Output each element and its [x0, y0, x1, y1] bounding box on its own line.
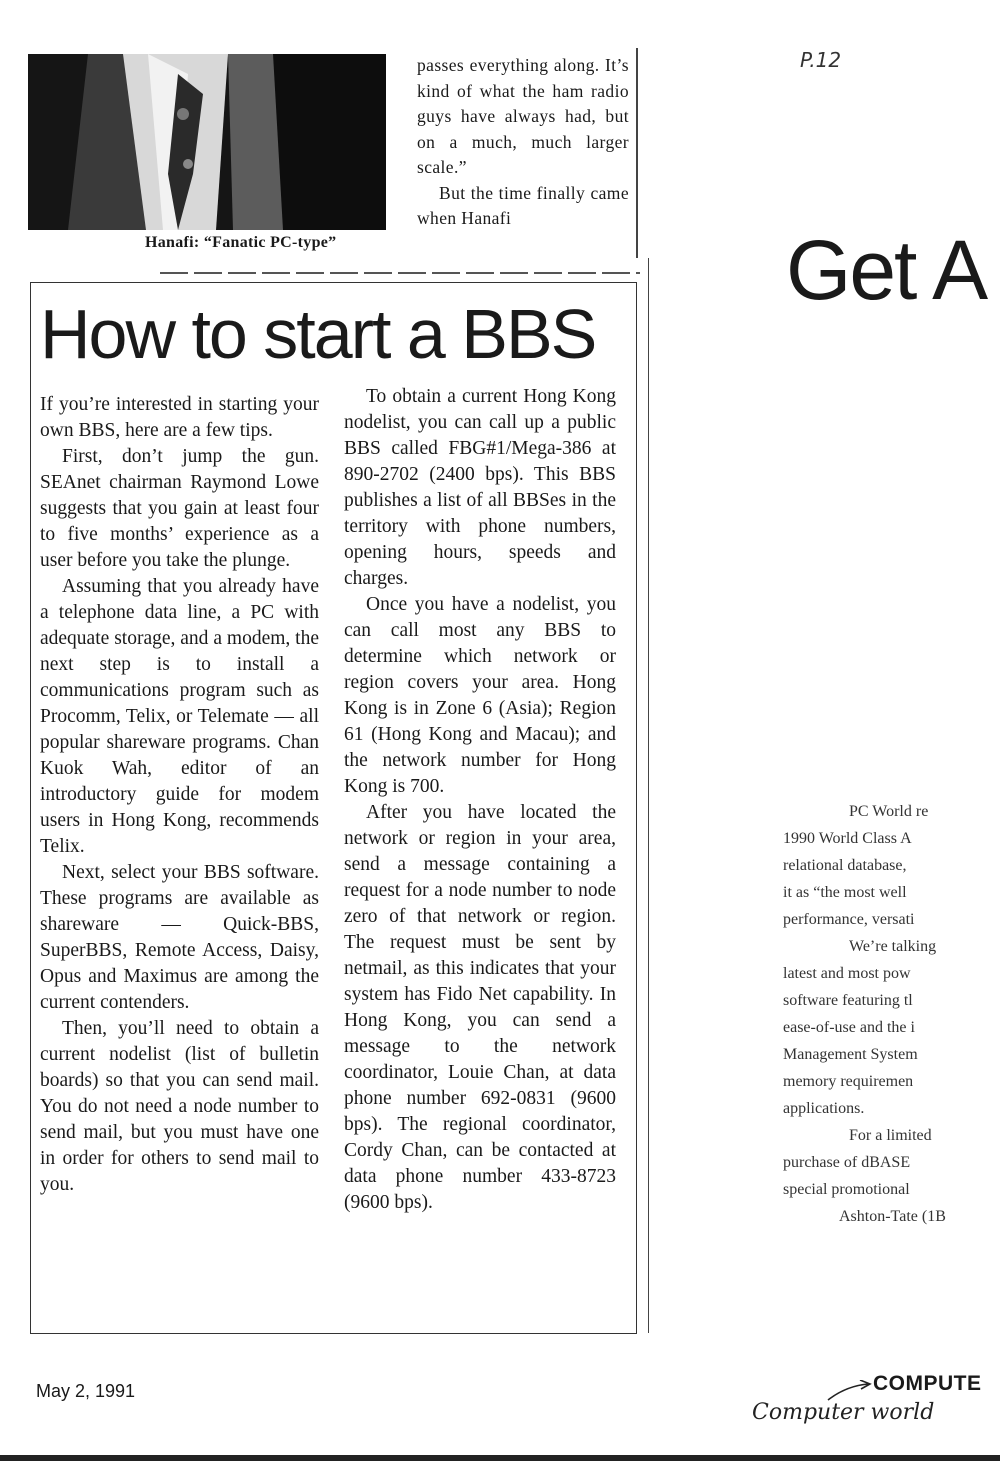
ad-line: it as “the most well	[783, 884, 907, 901]
sidebar-column-left	[40, 392, 319, 1198]
page-divider	[648, 258, 649, 1333]
ad-line: applications.	[783, 1100, 865, 1117]
ad-line: software featuring tl	[783, 992, 913, 1009]
paragraph: Next, select your BBS software. These programs are available as shareware — Quick-BBS, SuperBBS, Remote Access, Daisy, Opus and Maximus are among the current contenders.	[40, 862, 319, 1013]
paragraph: Then, you’ll need to obtain a current nodelist (list of bulletin boards) so that you can send mail. You do not need a node number to send mail, but you must have one in order for others to send mail to you.	[40, 1018, 319, 1195]
ad-line: special promotional	[783, 1181, 910, 1198]
sidebar-column-right	[344, 384, 616, 1216]
scan-edge	[0, 1455, 1000, 1461]
ad-headline: Get A	[786, 223, 987, 317]
column-divider	[636, 48, 638, 258]
ad-line: Ashton-Tate (1B	[839, 1208, 946, 1225]
ad-line: performance, versati	[783, 911, 915, 928]
handwritten-page-note: P.12	[800, 48, 842, 72]
fragment-paragraph: passes everything along. It’s kind of what the ham radio guys have always had, but on a much, much larger scale.”	[417, 55, 629, 177]
handwritten-signature: Computer world	[752, 1400, 935, 1425]
ad-line: For a limited	[849, 1127, 932, 1144]
ad-line: Management System	[783, 1046, 918, 1063]
publication-brand: COMPUTE	[873, 1372, 982, 1395]
ad-line: ease-of-use and the i	[783, 1019, 915, 1036]
ad-line: We’re talking	[849, 938, 937, 955]
ad-line: memory requiremen	[783, 1073, 914, 1090]
ad-line: 1990 World Class A	[783, 830, 912, 847]
dashed-divider	[160, 272, 640, 274]
paragraph: First, don’t jump the gun. SEAnet chairman Raymond Lowe suggests that you gain at least four to five months’ experience as a user before you take the plunge.	[40, 446, 319, 571]
fragment-paragraph: But the time finally came when Hanafi	[417, 182, 629, 228]
ad-line: relational database,	[783, 857, 907, 874]
paragraph: Once you have a nodelist, you can call most any BBS to determine which network or region covers your area. Hong Kong is in Zone 6 (Asia); Region 61 (Hong Kong and Macau); and the network number for Hong Kong is 700.	[344, 594, 616, 797]
ad-line: PC World re	[849, 803, 929, 820]
paragraph: If you’re interested in starting your own BBS, here are a few tips.	[40, 394, 319, 441]
article-photo	[28, 54, 386, 230]
sidebar-headline: How to start a BBS	[40, 295, 596, 373]
previous-article-fragment	[417, 53, 629, 232]
ad-line: purchase of dBASE	[783, 1154, 911, 1171]
paragraph: After you have located the network or region in your area, send a message containing a request for a node number to node zero of that network or region. The request must be sent by netmail, as this indicates that your system has Fido Net capability. In Hong Kong, you can send a message to the network coordinator, Louie Chan, at data phone number 692-0831 (9600 bps). The regional coordinator, Cordy Chan, can be contacted at data phone number 433-8723 (9600 bps).	[344, 802, 616, 1213]
ad-line: latest and most pow	[783, 965, 911, 982]
paragraph: Assuming that you already have a telephone data line, a PC with adequate storage, and a modem, the next step is to install a communications program such as Procomm, Telix, or Telemate — all popular shareware programs. Chan Kuok Wah, editor of an introductory guide for modem users in Hong Kong, recommends Telix.	[40, 576, 319, 857]
issue-date: May 2, 1991	[36, 1381, 136, 1401]
photo-caption: Hanafi: “Fanatic PC-type”	[145, 234, 337, 251]
paragraph: To obtain a current Hong Kong nodelist, you can call up a public BBS called FBG#1/Mega-386 at 890-2702 (2400 bps). This BBS publishes a list of all BBSes in the territory with phone numbers, opening hours, speeds and charges.	[344, 386, 616, 589]
ad-body-text	[783, 798, 973, 1230]
